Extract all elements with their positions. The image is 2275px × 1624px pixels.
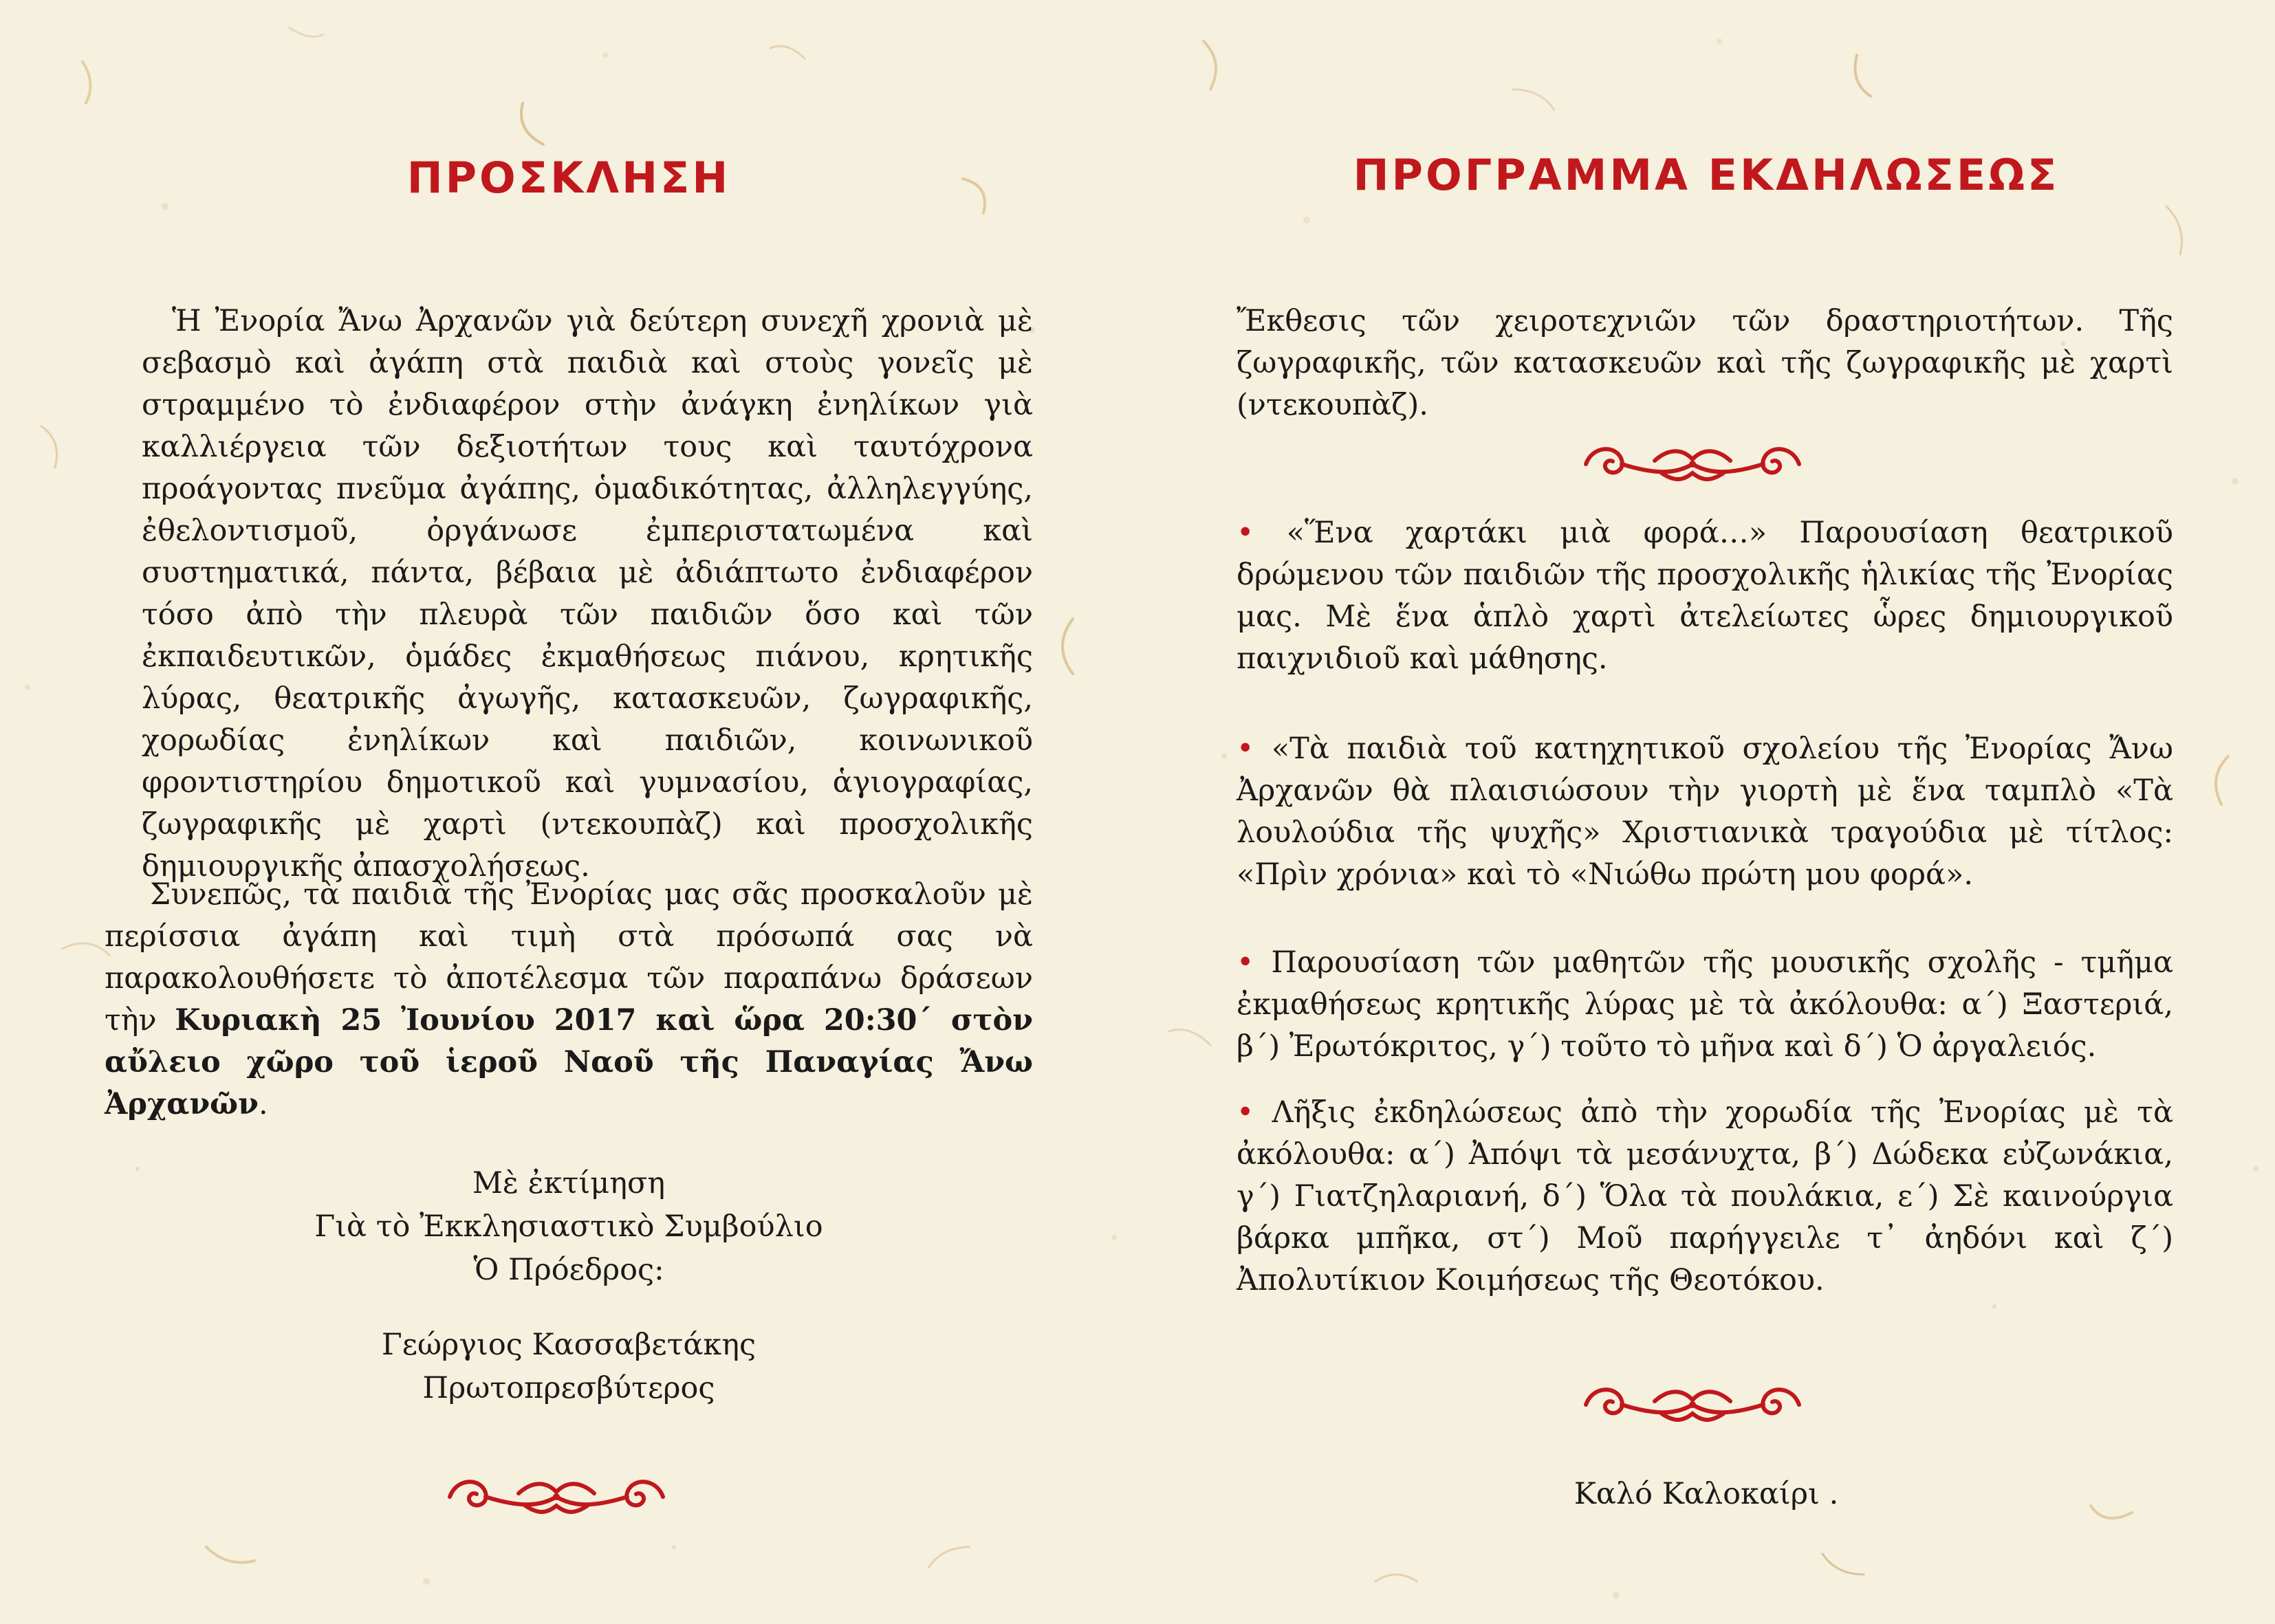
intro-paragraph: Ἡ Ἐνορία Ἄνω Ἀρχανῶν γιὰ δεύτερη συνεχῆ χρονιὰ μὲ σεβασμὸ καὶ ἀγάπη στὰ παιδιὰ καὶ στοὺς γονεῖς μὲ στραμμένο τὸ ἐνδιαφέρον στὴν ἀνάγκη ἐνηλίκων γιὰ καλλιέργεια τῶν δεξιοτήτων τους καὶ ταυτόχρονα προάγοντας πνεῦμα ἀγάπης, ὁμαδικότητας, ἀλληλεγγύης, ἐθελοντισμοῦ, ὀργάνωσε ἐμπεριστατωμένα καὶ συστηματικά, πάντα, βέβαια μὲ ἀδιάπτωτο ἐνδιαφέρον τόσο ἀπὸ τὴν πλευρὰ τῶν παιδιῶν ὅσο καὶ τῶν ἐκπαιδευτικῶν, ὁμάδες ἐκμαθήσεως πιάνου, κρητικῆς λύρας, θεατρικῆς ἀγωγῆς, κατασκευῶν, ζωγραφικῆς, χορωδίας ἐνηλίκων καὶ παιδιῶν, κοινωνικοῦ φροντιστηρίου δημοτικοῦ καὶ γυμνασίου, ἁγιογραφίας, ζωγραφικῆς μὲ χαρτὶ (ντεκουπὰζ) καὶ προσχολικῆς δημιουργικῆς ἀπασχολήσεως.	[142, 304, 1033, 884]
exhibit-paragraph: Ἔκθεσις τῶν χειροτεχνιῶν τῶν δραστηριοτήτων. Τῆς ζωγραφικῆς, τῶν κατασκευῶν καὶ τῆς ζωγραφικῆς μὲ χαρτὶ (ντεκουπὰζ).	[1237, 304, 2173, 422]
bullet-icon: •	[1237, 945, 1254, 980]
signature-block	[0, 1324, 1138, 1410]
signer-title: Πρωτοπρεσβύτερος	[422, 1371, 715, 1405]
closing-block	[0, 1162, 1138, 1292]
flourish-ornament-icon	[443, 1466, 670, 1528]
program-item	[1237, 942, 2173, 1068]
invitation-title: ΠΡΟΣΚΛΗΣΗ	[406, 153, 731, 203]
bullet-icon: •	[1237, 1095, 1254, 1130]
invite-text: Συνεπῶς, τὰ παιδιὰ τῆς Ἐνορίας μας σᾶς προσκαλοῦν μὲ περίσσια ἀγάπη καὶ τιμὴ στὰ πρόσωπά σας νὰ παρακολουθήσετε τὸ ἀποτέλεσμα τῶν παραπάνω δράσεων τὴν	[105, 877, 1033, 1038]
program-title: ΠΡΟΓΡΑΜΜΑ ΕΚΔΗΛΩΣΕΩΣ	[1353, 150, 2060, 200]
closing-line: Ὁ Πρόεδρος:	[473, 1253, 664, 1287]
bullet-icon: •	[1237, 732, 1254, 766]
closing-line: Γιὰ τὸ Ἐκκλησιαστικὸ Συμβούλιο	[314, 1209, 823, 1244]
farewell-text: Καλό Καλοκαίρι .	[1574, 1477, 1839, 1511]
bullet-icon: •	[1237, 516, 1254, 550]
event-date-location: Κυριακὴ 25 Ἰουνίου 2017 καὶ ὥρα 20:30΄ στὸν αὔλειο χῶρο τοῦ ἱεροῦ Ναοῦ τῆς Παναγίας Ἄνω Ἀρχανῶν	[105, 1003, 1033, 1121]
program-item-text: Παρουσίαση τῶν μαθητῶν τῆς μουσικῆς σχολῆς - τμῆμα ἐκμαθήσεως κρητικῆς λύρας μὲ τὰ ἀκόλουθα: α΄) Ξαστεριά, β΄) Ἐρωτόκριτος, γ΄) τοῦτο τὸ μῆνα καὶ δ΄) Ὁ ἀργαλειός.	[1237, 945, 2173, 1064]
invite-paragraph	[105, 874, 1033, 1126]
program-item	[1237, 728, 2173, 896]
program-page	[1138, 0, 2275, 1624]
closing-line: Μὲ ἐκτίμηση	[472, 1166, 666, 1200]
flourish-ornament-icon	[1579, 433, 1806, 495]
flourish-ornament-icon	[1579, 1374, 1806, 1436]
program-item-text: Λῆξις ἐκδηλώσεως ἀπὸ τὴν χορωδία τῆς Ἐνορίας μὲ τὰ ἀκόλουθα: α΄) Ἀπόψι τὰ μεσάνυχτα, β΄) Δώδεκα εὐζωνάκια, γ΄) Γιατζηλαριανή, δ΄) Ὅλα τὰ πουλάκια, ε΄) Σὲ καινούργια βάρκα μπῆκα, στ΄) Μοῦ παρήγγειλε τ᾽ ἀηδόνι καὶ ζ΄) Ἀπολυτίκιον Κοιμήσεως τῆς Θεοτόκου.	[1237, 1095, 2173, 1297]
signer-name: Γεώργιος Κασσαβετάκης	[381, 1328, 756, 1362]
program-item	[1237, 512, 2173, 680]
program-item-text: «Ἕνα χαρτάκι μιὰ φορά…» Παρουσίαση θεατρικοῦ δρώμενου τῶν παιδιῶν τῆς προσχολικῆς ἡλικίας τῆς Ἐνορίας μας. Μὲ ἕνα ἁπλὸ χαρτὶ ἀτελείωτες ὧρες δημιουργικοῦ παιχνιδιοῦ καὶ μάθησης.	[1237, 516, 2173, 676]
program-item-text: «Τὰ παιδιὰ τοῦ κατηχητικοῦ σχολείου τῆς Ἐνορίας Ἄνω Ἀρχανῶν θὰ πλαισιώσουν τὴν γιορτὴ μὲ ἕνα ταμπλὸ «Τὰ λουλούδια τῆς ψυχῆς» Χριστιανικὰ τραγούδια μὲ τίτλος: «Πρὶν χρόνια» καὶ τὸ «Νιώθω πρώτη μου φορά».	[1237, 732, 2173, 892]
invite-text-end: .	[258, 1087, 268, 1121]
program-item	[1237, 1092, 2173, 1302]
